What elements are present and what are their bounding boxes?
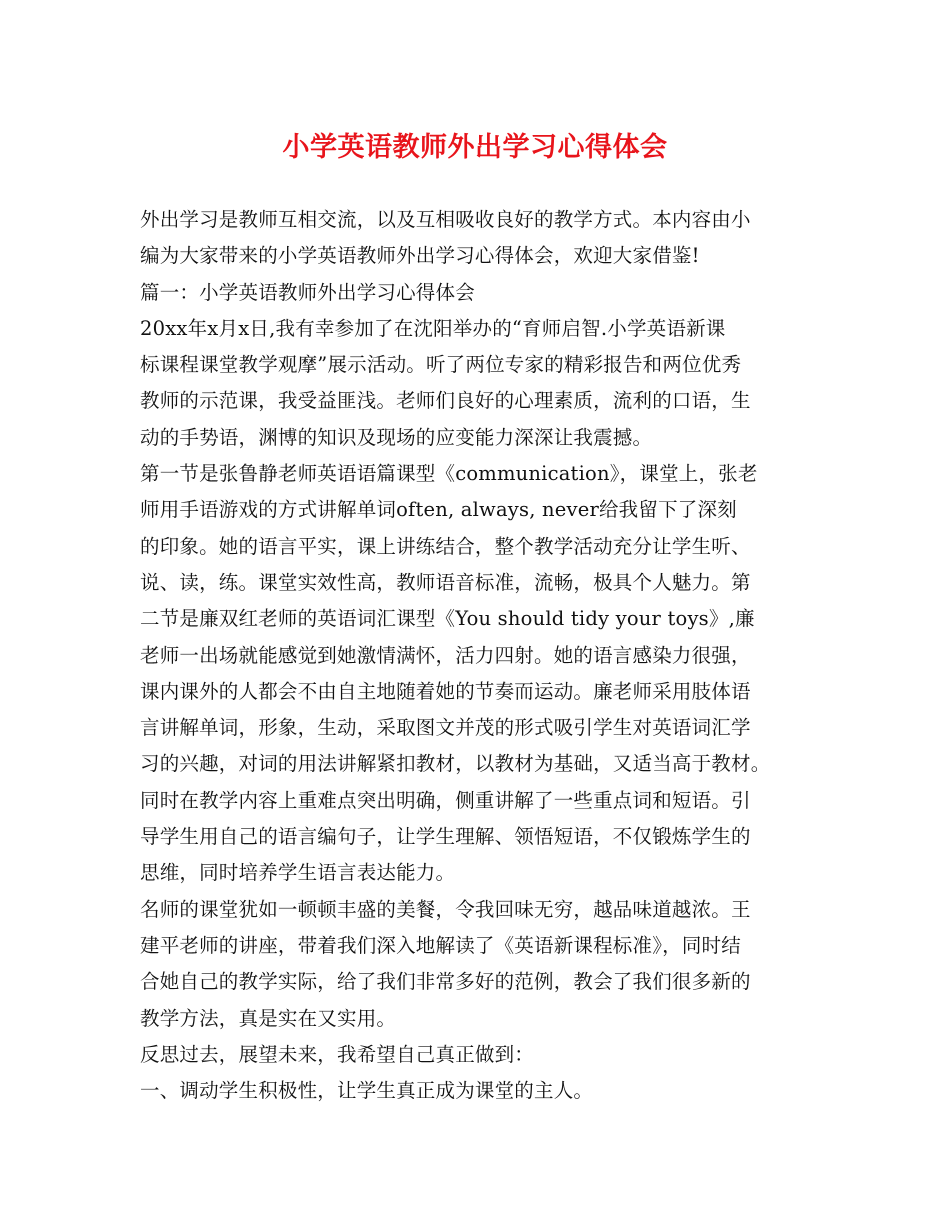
text-line: 的印象。她的语言平实，课上讲练结合，整个教学活动充分让学生听、: [140, 534, 751, 558]
text-line: 说、读，练。课堂实效性高，教师语音标准，流畅，极具个人魅力。第: [140, 570, 751, 594]
text-line: 二节是廉双红老师的英语词汇课型《You should tidy your toys》,廉: [140, 607, 755, 631]
text-line: 老师一出场就能感觉到她激情满怀，活力四射。她的语言感染力很强，: [140, 643, 751, 667]
text-line: 标课程课堂教学观摩”展示活动。听了两位专家的精彩报告和两位优秀: [140, 353, 742, 377]
text-line: 思维，同时培养学生语言表达能力。: [140, 861, 456, 885]
text-line: 习的兴趣，对词的用法讲解紧扣教材，以教材为基础，又适当高于教材。: [140, 752, 771, 776]
text-line: 言讲解单词，形象，生动，采取图文并茂的形式吸引学生对英语词汇学: [140, 716, 751, 740]
text-line: 建平老师的讲座，带着我们深入地解读了《英语新课程标准》，同时结: [140, 933, 741, 957]
text-line: 合她自己的教学实际，给了我们非常多好的范例，教会了我们很多新的: [140, 970, 751, 994]
text-line: 一、调动学生积极性，让学生真正成为课堂的主人。: [140, 1079, 594, 1103]
text-line: 师用手语游戏的方式讲解单词often, always, never给我留下了深刻: [140, 498, 737, 522]
document-title: 小学英语教师外出学习心得体会: [282, 132, 668, 163]
document-body: [140, 202, 830, 1109]
text-line: 反思过去，展望未来，我希望自己真正做到：: [140, 1042, 535, 1066]
text-line: 第一节是张鲁静老师英语语篇课型《communication》，课堂上，张老: [140, 462, 758, 486]
text-line: 编为大家带来的小学英语教师外出学习心得体会，欢迎大家借鉴!: [140, 244, 700, 268]
text-line: 名师的课堂犹如一顿顿丰盛的美餐，令我回味无穷，越品味道越浓。王: [140, 897, 751, 921]
text-line: 教学方法，真是实在又实用。: [140, 1006, 397, 1030]
text-line: 教师的示范课，我受益匪浅。老师们良好的心理素质，流利的口语，生: [140, 389, 751, 413]
section-heading: 篇一：小学英语教师外出学习心得体会: [140, 280, 475, 304]
text-line: 20xx年x月x日,我有幸参加了在沈阳举办的“育师启智.小学英语新课: [140, 316, 726, 340]
text-line: 课内课外的人都会不由自主地随着她的节奏而运动。廉老师采用肢体语: [140, 679, 751, 703]
text-line: 外出学习是教师互相交流，以及互相吸收良好的教学方式。本内容由小: [140, 208, 751, 231]
text-line: 同时在教学内容上重难点突出明确，侧重讲解了一些重点词和短语。引: [140, 788, 751, 812]
text-line: 动的手势语，渊博的知识及现场的应变能力深深让我震撼。: [140, 425, 653, 449]
text-line: 导学生用自己的语言编句子，让学生理解、领悟短语，不仅锻炼学生的: [140, 825, 751, 849]
